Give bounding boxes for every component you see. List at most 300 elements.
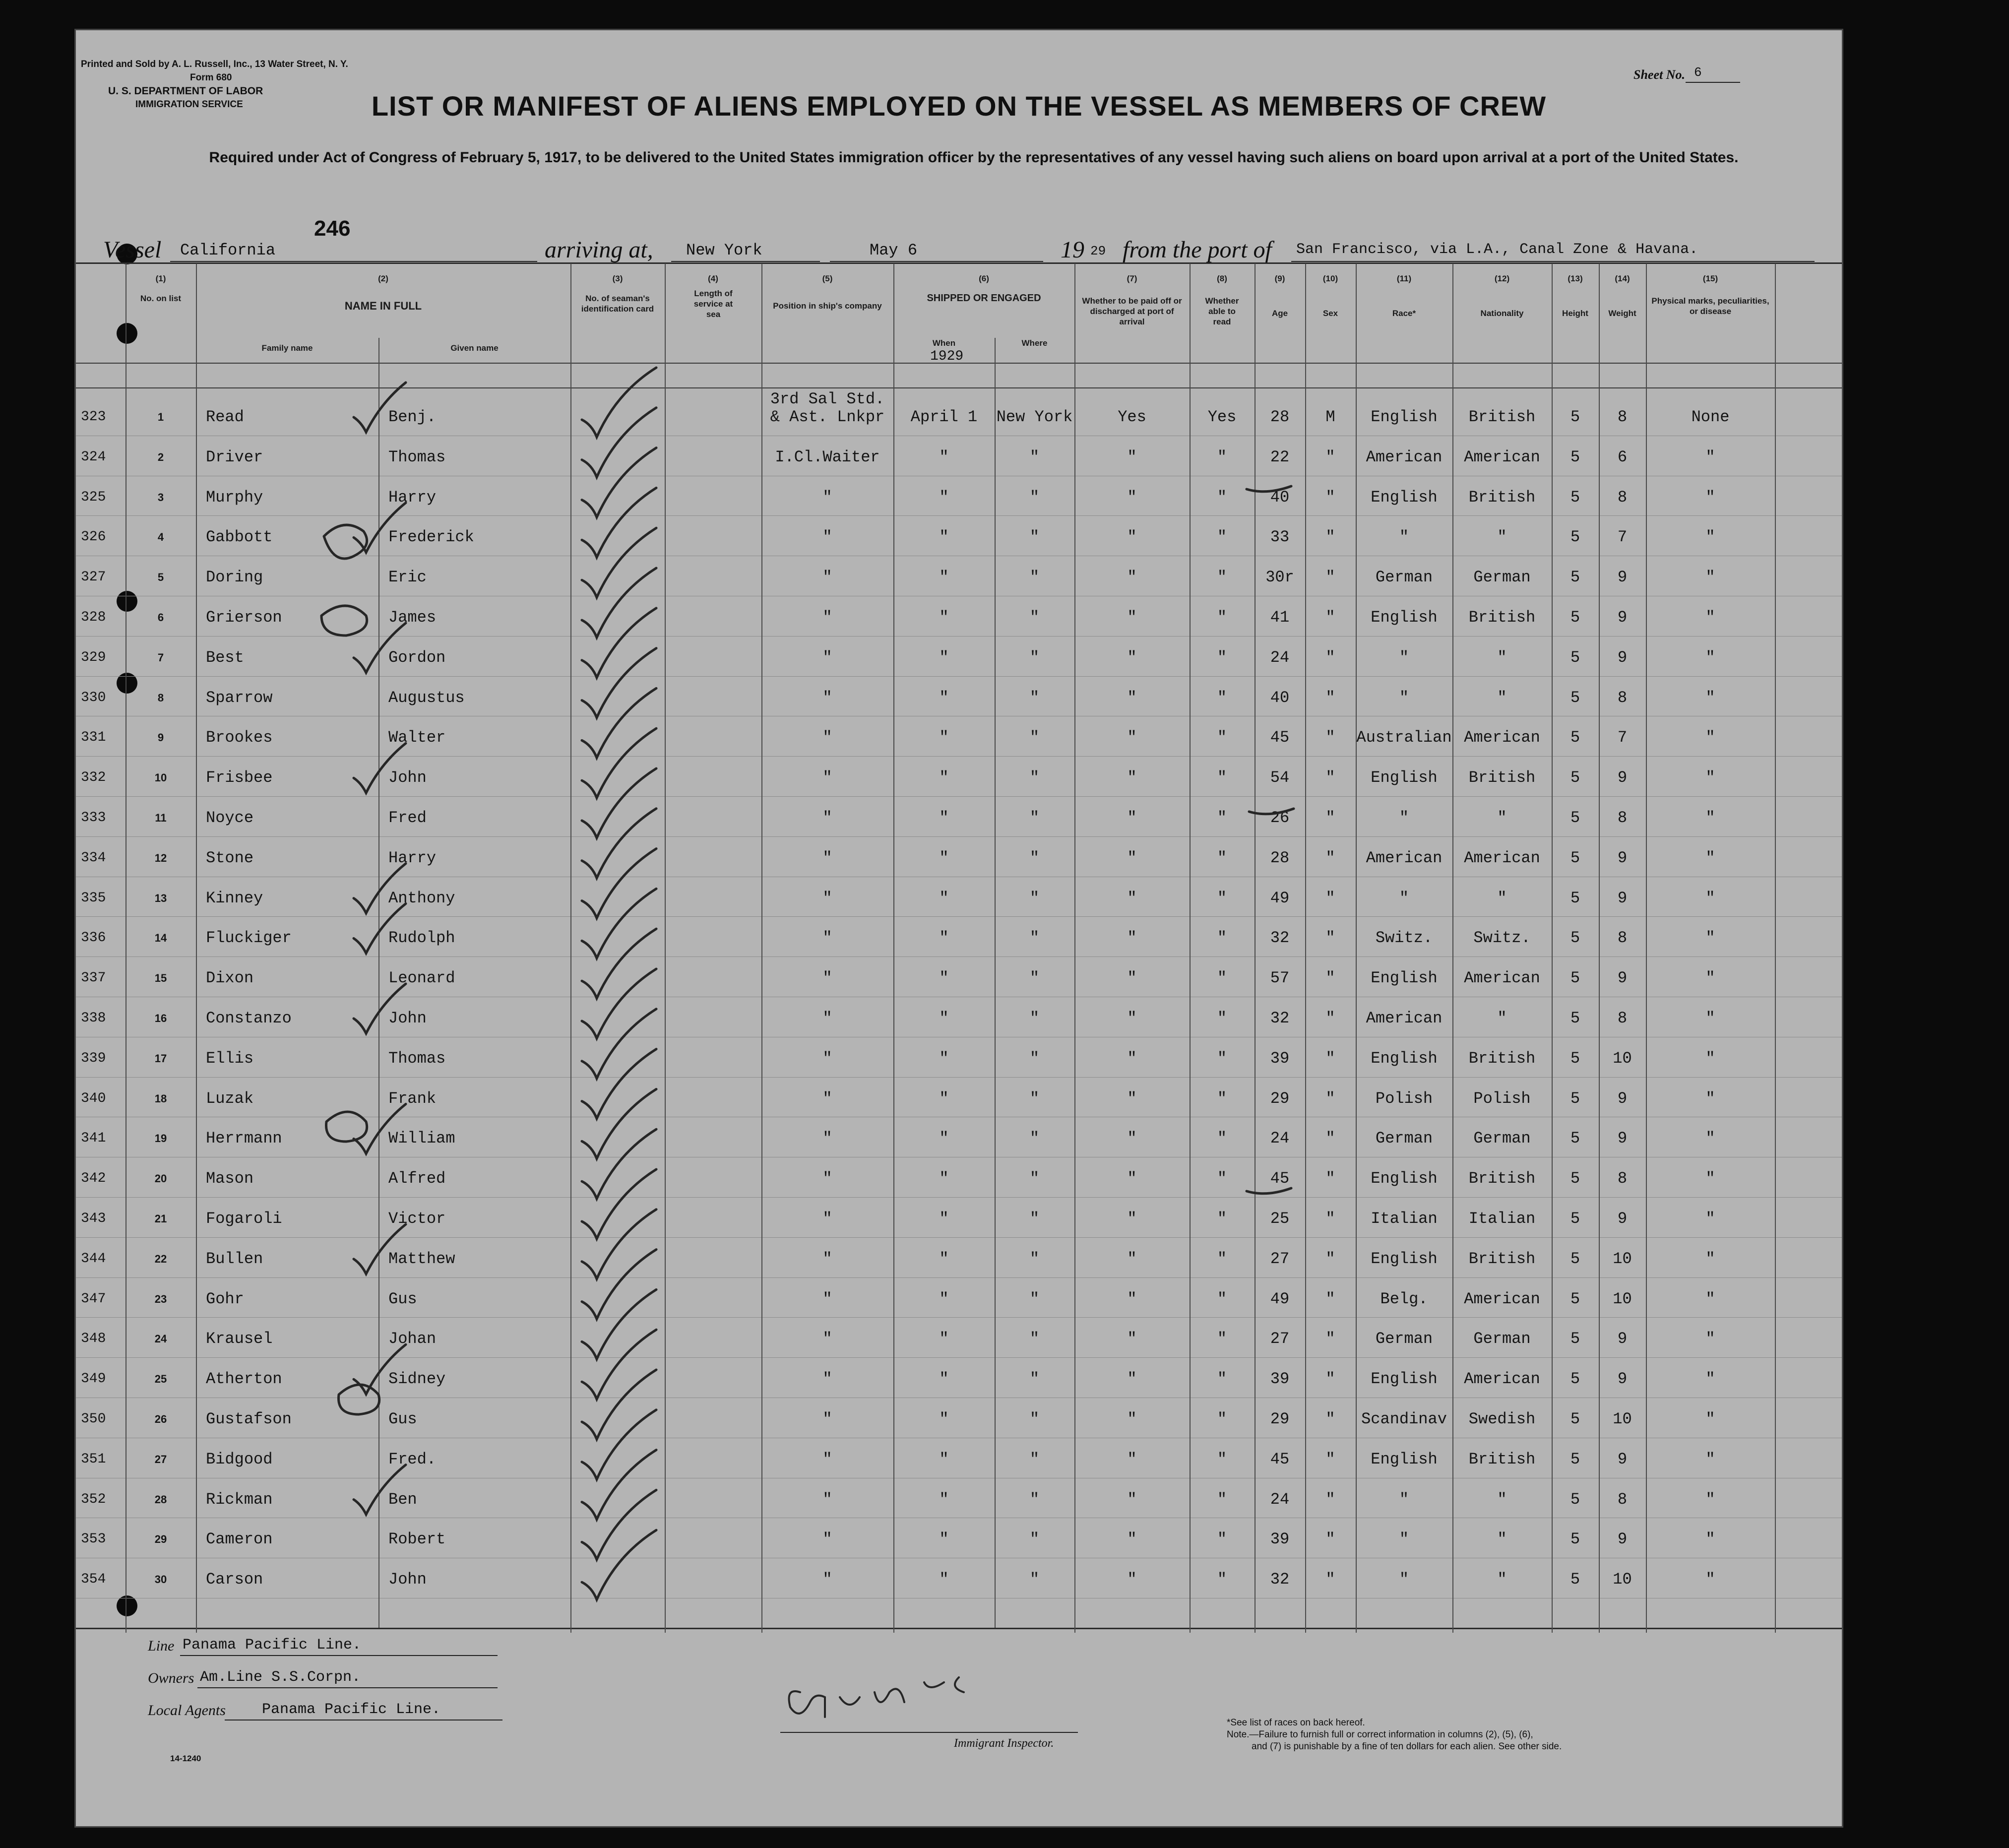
race: English (1371, 969, 1438, 988)
paid-off: " (1127, 528, 1137, 547)
position: " (822, 1490, 832, 1509)
nationality: British (1468, 408, 1536, 426)
able-to-read: " (1217, 1129, 1227, 1148)
nationality: German (1473, 568, 1531, 587)
age: 45 (1270, 1169, 1290, 1188)
engaged-where: " (1029, 608, 1040, 627)
race: English (1371, 1370, 1438, 1389)
physical-marks: " (1705, 1370, 1715, 1389)
height: 5 (1570, 688, 1580, 707)
position: " (822, 688, 832, 707)
race: German (1375, 1330, 1433, 1348)
age: 30r (1265, 568, 1294, 587)
position: " (822, 848, 832, 867)
row-margin-number: 325 (81, 489, 106, 505)
race: Italian (1371, 1210, 1438, 1228)
age: 33 (1270, 528, 1290, 547)
position: " (822, 1410, 832, 1428)
table-row (76, 1199, 1842, 1239)
physical-marks: " (1705, 688, 1715, 707)
engaged-when: " (939, 809, 949, 827)
given-name: John (388, 768, 427, 787)
given-name: Harry (388, 848, 437, 867)
table-row (76, 1119, 1842, 1158)
weight: 9 (1617, 1370, 1628, 1389)
table-row (76, 1239, 1842, 1279)
physical-marks: " (1705, 848, 1715, 867)
row-number: 20 (154, 1172, 167, 1185)
able-to-read: " (1217, 1169, 1227, 1188)
table-row (76, 758, 1842, 798)
race: Polish (1375, 1089, 1433, 1108)
age: 40 (1270, 488, 1290, 507)
weight: 9 (1617, 1089, 1628, 1108)
engaged-where: " (1029, 848, 1040, 867)
row-number: 16 (154, 1012, 167, 1024)
height: 5 (1570, 728, 1580, 747)
sex: " (1325, 1450, 1335, 1468)
row-number: 22 (154, 1252, 167, 1265)
row-margin-number: 343 (81, 1211, 106, 1226)
fine-note-line1: Note.—Failure to furnish full or correct information in columns (2), (5), (6), (1227, 1729, 1533, 1740)
weight: 8 (1617, 688, 1628, 707)
position: " (822, 1570, 832, 1589)
row-number: 28 (154, 1493, 167, 1506)
paid-off: " (1127, 768, 1137, 787)
weight: 8 (1617, 929, 1628, 948)
nationality: German (1473, 1330, 1531, 1348)
sex: " (1325, 1249, 1335, 1268)
row-margin-number: 326 (81, 529, 106, 545)
row-margin-number: 344 (81, 1251, 106, 1267)
row-number: 18 (154, 1092, 167, 1105)
table-row (76, 1400, 1842, 1439)
physical-marks: " (1705, 1009, 1715, 1027)
col4-header: Length of service at sea (693, 289, 733, 319)
sex: " (1325, 1049, 1335, 1068)
row-margin-number: 341 (81, 1131, 106, 1147)
paid-off: " (1127, 969, 1137, 988)
physical-marks: " (1705, 447, 1715, 466)
row-margin-number: 333 (81, 810, 106, 826)
height: 5 (1570, 1169, 1580, 1188)
family-name: Stone (206, 848, 254, 867)
height: 5 (1570, 1009, 1580, 1027)
row-number: 8 (157, 691, 164, 704)
line-label: Line (148, 1638, 175, 1654)
row-margin-number: 339 (81, 1050, 106, 1066)
able-to-read: " (1217, 1370, 1227, 1389)
weight: 7 (1617, 728, 1628, 747)
sex: M (1325, 408, 1335, 426)
punch-hole (117, 323, 137, 344)
table-row (76, 798, 1842, 838)
col12-number: (12) (1494, 274, 1510, 283)
physical-marks: " (1705, 929, 1715, 948)
col5-number: (5) (822, 274, 833, 283)
row-number: 19 (154, 1132, 167, 1145)
table-row (76, 1079, 1842, 1119)
physical-marks: " (1705, 1490, 1715, 1509)
age: 39 (1270, 1530, 1290, 1549)
race: English (1371, 408, 1438, 426)
sex: " (1325, 1570, 1335, 1589)
family-name: Gustafson (206, 1410, 292, 1428)
weight: 8 (1617, 1009, 1628, 1027)
height: 5 (1570, 648, 1580, 667)
table-row (76, 517, 1842, 557)
family-name: Gabbott (206, 528, 273, 547)
col8-header: Whether able to read (1205, 296, 1239, 326)
table-row (76, 678, 1842, 718)
weight: 6 (1617, 447, 1628, 466)
paid-off: Yes (1118, 408, 1146, 426)
paid-off: " (1127, 688, 1137, 707)
able-to-read: " (1217, 688, 1227, 707)
engaged-where: " (1029, 728, 1040, 747)
row-number: 9 (157, 731, 164, 744)
position: " (822, 1009, 832, 1027)
engaged-when: " (939, 889, 949, 907)
able-to-read: " (1217, 447, 1227, 466)
engaged-where: " (1029, 1249, 1040, 1268)
weight: 9 (1617, 1129, 1628, 1148)
engaged-when: " (939, 1570, 949, 1589)
col11-number: (11) (1396, 274, 1412, 283)
sex: " (1325, 608, 1335, 627)
inspector-line (780, 1732, 1078, 1733)
date-line (830, 261, 1043, 262)
weight: 9 (1617, 1530, 1628, 1549)
paid-off: " (1127, 608, 1137, 627)
given-name: Harry (388, 488, 437, 507)
col9-number: (9) (1274, 274, 1285, 283)
weight: 9 (1617, 568, 1628, 587)
physical-marks: " (1705, 528, 1715, 547)
table-row (76, 1319, 1842, 1359)
family-name: Carson (206, 1570, 263, 1589)
able-to-read: " (1217, 1330, 1227, 1348)
nationality: American (1464, 728, 1540, 747)
engaged-when: " (939, 1009, 949, 1027)
engaged-where: " (1029, 1289, 1040, 1308)
row-number: 27 (154, 1453, 167, 1466)
physical-marks: " (1705, 809, 1715, 827)
engaged-where: " (1029, 648, 1040, 667)
row-number: 11 (155, 812, 167, 824)
age: 39 (1270, 1049, 1290, 1068)
line-underline (180, 1655, 498, 1656)
engaged-where: " (1029, 1530, 1040, 1549)
col15-header: Physical marks, peculiarities, or disease (1651, 296, 1769, 316)
able-to-read: " (1217, 848, 1227, 867)
given-name: Sidney (388, 1370, 446, 1389)
owners-value: Am.Line S.S.Corpn. (200, 1669, 361, 1686)
position: " (822, 768, 832, 787)
agents-value: Panama Pacific Line. (262, 1701, 441, 1718)
age: 24 (1270, 648, 1290, 667)
family-name: Murphy (206, 488, 263, 507)
weight: 9 (1617, 969, 1628, 988)
weight: 9 (1617, 768, 1628, 787)
physical-marks: " (1705, 568, 1715, 587)
weight: 10 (1613, 1410, 1632, 1428)
sex: " (1325, 969, 1335, 988)
paid-off: " (1127, 488, 1137, 507)
position: " (822, 929, 832, 948)
age: 28 (1270, 848, 1290, 867)
able-to-read: " (1217, 889, 1227, 907)
able-to-read: " (1217, 1410, 1227, 1428)
given-name: Thomas (388, 447, 446, 466)
row-margin-number: 340 (81, 1090, 106, 1106)
race: American (1366, 1009, 1443, 1027)
race: American (1366, 447, 1443, 466)
age: 27 (1270, 1330, 1290, 1348)
row-margin-number: 332 (81, 770, 106, 786)
physical-marks: " (1705, 1530, 1715, 1549)
race: English (1371, 768, 1438, 787)
col3-header: No. of seaman's identification card (581, 294, 654, 314)
row-margin-number: 334 (81, 850, 106, 866)
weight: 10 (1613, 1249, 1632, 1268)
race: " (1399, 688, 1409, 707)
paid-off: " (1127, 809, 1137, 827)
engaged-when: " (939, 848, 949, 867)
engaged-where: " (1029, 1009, 1040, 1027)
age: 22 (1270, 447, 1290, 466)
weight: 10 (1613, 1049, 1632, 1068)
paid-off: " (1127, 889, 1137, 907)
col1-number: (1) (155, 274, 166, 283)
inspector-label: Immigrant Inspector. (954, 1737, 1054, 1750)
race: " (1399, 648, 1409, 667)
table-row (76, 438, 1842, 477)
table-row (76, 838, 1842, 878)
given-name: Eric (388, 568, 427, 587)
engaged-where: " (1029, 1450, 1040, 1468)
height: 5 (1570, 889, 1580, 907)
col8-number: (8) (1217, 274, 1227, 283)
position: " (822, 648, 832, 667)
vessel-line (170, 261, 537, 262)
table-row (76, 390, 1842, 437)
physical-marks: " (1705, 1210, 1715, 1228)
height: 5 (1570, 1330, 1580, 1348)
height: 5 (1570, 1089, 1580, 1108)
position: " (822, 1249, 832, 1268)
row-number: 4 (157, 531, 164, 544)
height: 5 (1570, 447, 1580, 466)
family-name: Frisbee (206, 768, 273, 787)
family-name: Atherton (206, 1370, 282, 1389)
race: " (1399, 1570, 1409, 1589)
engaged-where: " (1029, 1169, 1040, 1188)
race: English (1371, 1049, 1438, 1068)
physical-marks: " (1705, 1089, 1715, 1108)
row-number: 23 (154, 1292, 167, 1305)
physical-marks: " (1705, 1450, 1715, 1468)
race: " (1399, 889, 1409, 907)
given-name: John (388, 1009, 427, 1027)
given-name: Anthony (388, 889, 455, 907)
height: 5 (1570, 1530, 1580, 1549)
nationality: British (1468, 1169, 1536, 1188)
nationality: British (1468, 768, 1536, 787)
height: 5 (1570, 1490, 1580, 1509)
race: Switz. (1375, 929, 1433, 948)
sex: " (1325, 1490, 1335, 1509)
engaged-when: " (939, 1530, 949, 1549)
arriving-label: arriving at, (545, 237, 653, 263)
engaged-when: " (939, 608, 949, 627)
row-margin-number: 330 (81, 690, 106, 705)
family-name: Read (206, 408, 244, 426)
row-margin-number: 324 (81, 449, 106, 465)
nationality: Italian (1468, 1210, 1536, 1228)
physical-marks: None (1691, 408, 1730, 426)
position: " (822, 528, 832, 547)
nationality: " (1497, 1009, 1507, 1027)
weight: 9 (1617, 608, 1628, 627)
family-name: Herrmann (206, 1129, 282, 1148)
from-port: San Francisco, via L.A., Canal Zone & Havana. (1296, 241, 1698, 258)
table-row (76, 1560, 1842, 1599)
row-number: 17 (154, 1052, 167, 1065)
age: 29 (1270, 1410, 1290, 1428)
row-number: 26 (154, 1413, 167, 1425)
given-name: Augustus (388, 688, 465, 707)
col2-number: (2) (378, 274, 388, 283)
row-margin-number: 323 (81, 409, 106, 425)
sex: " (1325, 889, 1335, 907)
paid-off: " (1127, 568, 1137, 587)
given-name: Thomas (388, 1049, 446, 1068)
family-name: Ellis (206, 1049, 254, 1068)
able-to-read: " (1217, 568, 1227, 587)
given-name: Fred (388, 809, 427, 827)
col15-number: (15) (1702, 274, 1718, 283)
weight: 8 (1617, 408, 1628, 426)
family-name: Fluckiger (206, 929, 292, 948)
height: 5 (1570, 848, 1580, 867)
table-row (76, 879, 1842, 918)
row-number: 24 (154, 1333, 167, 1345)
race: American (1366, 848, 1443, 867)
engaged-when: " (939, 929, 949, 948)
owners-label: Owners (148, 1670, 194, 1686)
col2-header: NAME IN FULL (344, 300, 422, 312)
paid-off: " (1127, 1410, 1137, 1428)
engaged-when: " (939, 1210, 949, 1228)
stamp-number: 246 (314, 216, 351, 241)
position: " (822, 889, 832, 907)
weight: 9 (1617, 1330, 1628, 1348)
table-row (76, 1520, 1842, 1559)
department-name: U. S. DEPARTMENT OF LABOR (108, 85, 263, 97)
race: English (1371, 608, 1438, 627)
engaged-where: " (1029, 1089, 1040, 1108)
race: English (1371, 1169, 1438, 1188)
physical-marks: " (1705, 1129, 1715, 1148)
height: 5 (1570, 1370, 1580, 1389)
table-row (76, 718, 1842, 758)
nationality: " (1497, 1490, 1507, 1509)
age: 32 (1270, 1009, 1290, 1027)
given-name-header: Given name (450, 343, 499, 353)
paid-off: " (1127, 1289, 1137, 1308)
position: " (822, 1330, 832, 1348)
races-note: *See list of races on back hereof. (1227, 1718, 1365, 1728)
row-number: 6 (157, 611, 164, 624)
given-name: Gus (388, 1410, 417, 1428)
row-number: 1 (157, 411, 164, 423)
paid-off: " (1127, 1210, 1137, 1228)
family-name: Fogaroli (206, 1210, 282, 1228)
row-margin-number: 350 (81, 1411, 106, 1427)
able-to-read: " (1217, 648, 1227, 667)
table-row (76, 918, 1842, 958)
col14-number: (14) (1615, 274, 1630, 283)
row-margin-number: 329 (81, 649, 106, 665)
family-name: Best (206, 648, 244, 667)
where-header: Where (1021, 338, 1048, 348)
race: " (1399, 1490, 1409, 1509)
col6-number: (6) (979, 274, 989, 283)
race: Australian (1356, 728, 1452, 747)
engaged-when: " (939, 688, 949, 707)
row-margin-number: 335 (81, 890, 106, 906)
family-name: Bidgood (206, 1450, 273, 1468)
engaged-when: " (939, 1169, 949, 1188)
able-to-read: " (1217, 1249, 1227, 1268)
age: 41 (1270, 608, 1290, 627)
table-row (76, 598, 1842, 637)
height: 5 (1570, 809, 1580, 827)
vessel-name: California (180, 241, 276, 259)
year-prefix: 19 (1061, 237, 1084, 263)
sheet-number-value: 6 (1694, 65, 1702, 80)
col4-number: (4) (708, 274, 718, 283)
engaged-where: " (1029, 688, 1040, 707)
sex: " (1325, 1289, 1335, 1308)
engaged-where: New York (996, 408, 1073, 426)
sex: " (1325, 447, 1335, 466)
position: " (822, 1370, 832, 1389)
engaged-when: " (939, 969, 949, 988)
given-name: Frederick (388, 528, 474, 547)
weight: 9 (1617, 1450, 1628, 1468)
nationality: American (1464, 1370, 1540, 1389)
col13-header: Height (1562, 309, 1588, 318)
race: English (1371, 1249, 1438, 1268)
family-name: Doring (206, 568, 263, 587)
engaged-where: " (1029, 969, 1040, 988)
col11-header: Race* (1392, 309, 1416, 318)
nationality: American (1464, 848, 1540, 867)
form-code: 14-1240 (170, 1754, 201, 1763)
weight: 8 (1617, 809, 1628, 827)
row-margin-number: 349 (81, 1371, 106, 1387)
from-port-line (1291, 261, 1815, 262)
weight: 10 (1613, 1289, 1632, 1308)
row-margin-number: 353 (81, 1531, 106, 1547)
engaged-when: " (939, 1410, 949, 1428)
paid-off: " (1127, 1570, 1137, 1589)
position: " (822, 568, 832, 587)
nationality: British (1468, 1249, 1536, 1268)
row-margin-number: 327 (81, 570, 106, 585)
